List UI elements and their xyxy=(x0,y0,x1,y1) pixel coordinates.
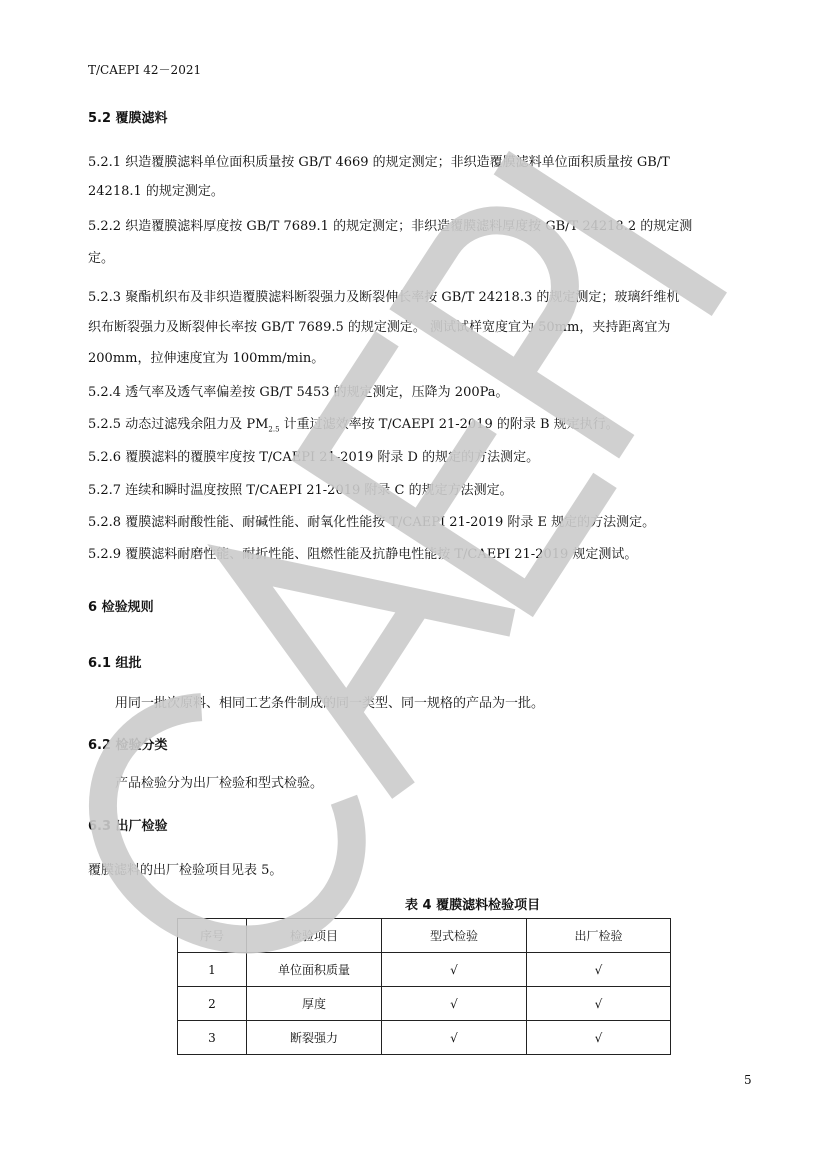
paragraph-line: 产品检验分为出厂检验和型式检验。 xyxy=(115,776,324,791)
header-cell: 型式检验 xyxy=(382,919,527,953)
cell: √ xyxy=(382,953,527,987)
paragraph-line: 200mm，拉伸速度宜为 100mm/min。 xyxy=(88,351,325,366)
paragraph-line: 5.2.9 覆膜滤料耐磨性能、耐折性能、阻燃性能及抗静电性能按 T/CAEPI 21-2019 规定测试。 xyxy=(88,547,638,562)
page-number: 5 xyxy=(744,1073,752,1087)
cell: √ xyxy=(527,987,671,1021)
table-header-row xyxy=(178,919,671,953)
paragraph-line: 24218.1 的规定测定。 xyxy=(88,184,224,199)
paragraph-line: 5.2.8 覆膜滤料耐酸性能、耐碱性能、耐氧化性能按 T/CAEPI 21-2019 附录 E 规定的方法测定。 xyxy=(88,515,656,530)
paragraph-line: 覆膜滤料的出厂检验项目见表 5。 xyxy=(88,863,283,878)
cell: √ xyxy=(527,953,671,987)
paragraph-line: 5.2.4 透气率及透气率偏差按 GB/T 5453 的规定测定，压降为 200Pa。 xyxy=(88,385,509,400)
header-cell: 出厂检验 xyxy=(527,919,671,953)
paragraph-line: 5.2.2 织造覆膜滤料厚度按 GB/T 7689.1 的规定测定；非织造覆膜滤料厚度按 GB/T 24218.2 的规定测 xyxy=(88,219,693,234)
section-5-2-title: 5.2 覆膜滤料 xyxy=(88,111,168,126)
cell: √ xyxy=(527,1021,671,1055)
table-caption: 表 4 覆膜滤料检验项目 xyxy=(405,898,541,913)
inspection-table xyxy=(177,918,671,1055)
section-6-3-title: 6.3 出厂检验 xyxy=(88,819,168,834)
header-cell: 检验项目 xyxy=(247,919,382,953)
paragraph-line: 5.2.6 覆膜滤料的覆膜牢度按 T/CAEPI 21-2019 附录 D 的规定的方法测定。 xyxy=(88,450,540,465)
paragraph-line: 5.2.3 聚酯机织布及非织造覆膜滤料断裂强力及断裂伸长率按 GB/T 24218.3 的规定测定；玻璃纤维机 xyxy=(88,290,680,305)
cell: 2 xyxy=(178,987,247,1021)
paragraph-line: 5.2.7 连续和瞬时温度按照 T/CAEPI 21-2019 附录 C 的规定方法测定。 xyxy=(88,483,513,498)
cell: 1 xyxy=(178,953,247,987)
cell: 厚度 xyxy=(247,987,382,1021)
subscript: 2.5 xyxy=(268,425,280,434)
cell: 单位面积质量 xyxy=(247,953,382,987)
section-6-1-title: 6.1 组批 xyxy=(88,656,142,671)
section-6-title: 6 检验规则 xyxy=(88,600,154,615)
paragraph-line xyxy=(88,417,619,438)
cell: √ xyxy=(382,987,527,1021)
paragraph-line: 用同一批次原料、相同工艺条件制成的同一类型、同一规格的产品为一批。 xyxy=(115,696,545,711)
paragraph-line: 织布断裂强力及断裂伸长率按 GB/T 7689.5 的规定测定。 测试试样宽度宜为 50mm，夹持距离宜为 xyxy=(88,320,671,335)
paragraph-line: 定。 xyxy=(88,251,115,266)
table-row xyxy=(178,953,671,987)
cell: √ xyxy=(382,1021,527,1055)
table-row xyxy=(178,1021,671,1055)
paragraph-line: 5.2.1 织造覆膜滤料单位面积质量按 GB/T 4669 的规定测定；非织造覆膜滤料单位面积质量按 GB/T xyxy=(88,155,670,170)
cell: 断裂强力 xyxy=(247,1021,382,1055)
cell: 3 xyxy=(178,1021,247,1055)
doc-header: T/CAEPI 42－2021 xyxy=(88,63,202,77)
section-6-2-title: 6.2 检验分类 xyxy=(88,738,168,753)
text: 5.2.5 动态过滤残余阻力及 PM xyxy=(88,417,269,432)
header-cell: 序号 xyxy=(178,919,247,953)
text: 计重过滤效率按 T/CAEPI 21-2019 的附录 B 规定执行。 xyxy=(279,417,619,432)
table-row xyxy=(178,987,671,1021)
